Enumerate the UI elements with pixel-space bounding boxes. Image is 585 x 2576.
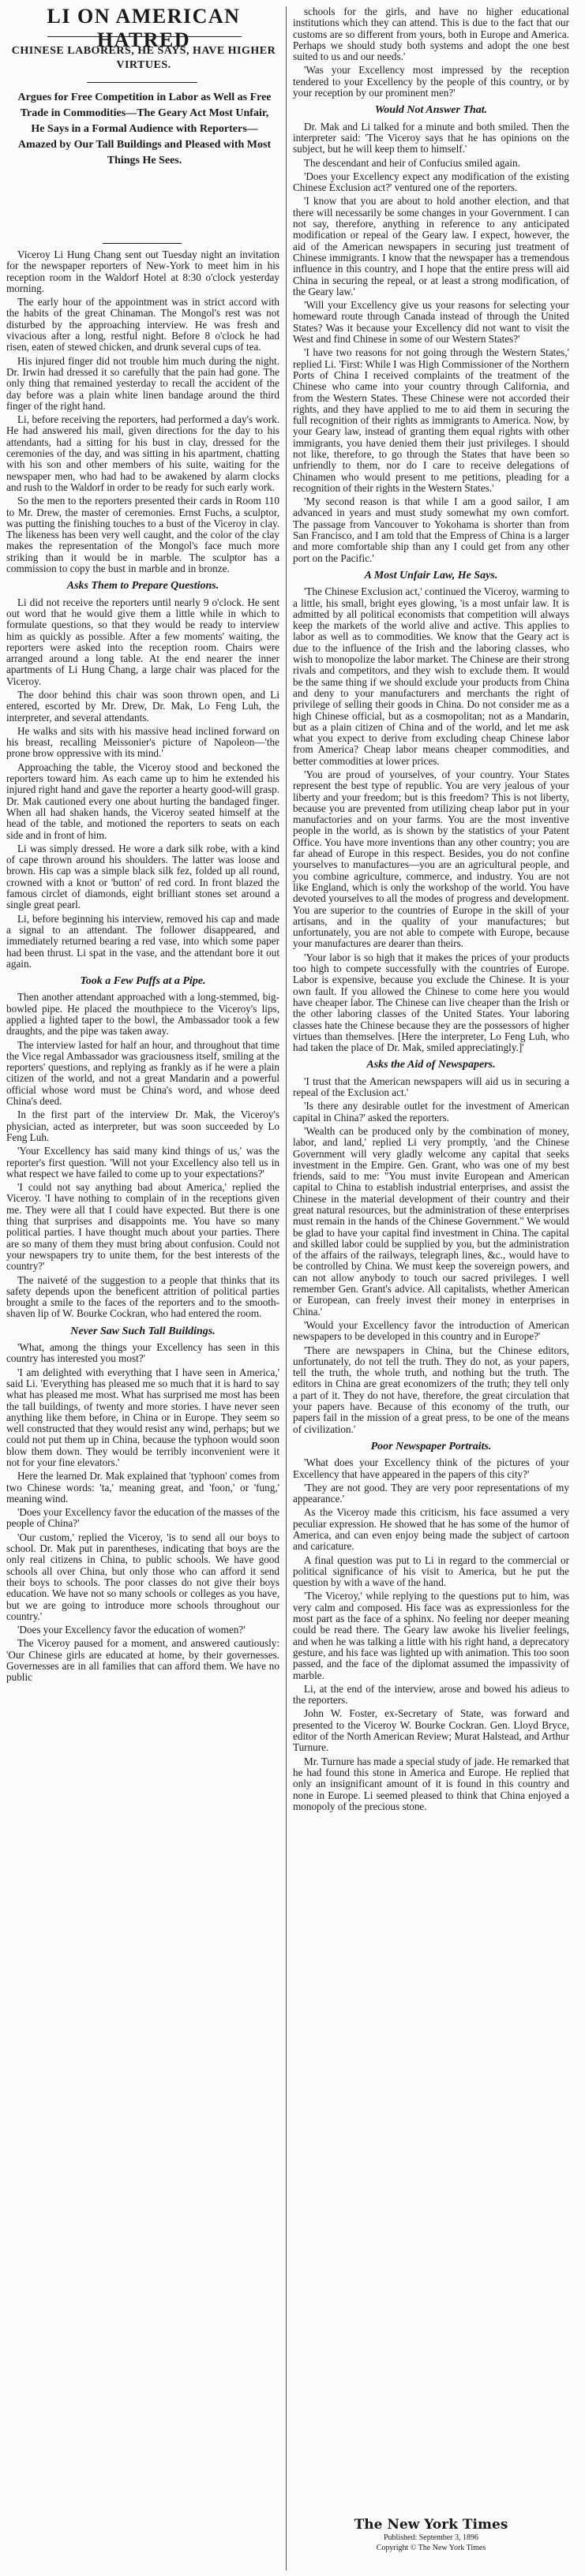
paragraph: 'There are newspapers in China, but the Chinese editors, unfortunately, do not tell the truth. They do not, as your papers, tell the truth, the whole truth, and nothing but the truth. The editors in China are great economizers of the truth; they tell only a part of it. They do not have, therefore, the great circulation that your papers have. Because of this economy of the truth, our papers fail in the mission of a great press, to be one of the means of civilization.' (293, 1344, 569, 1435)
paragraph: 'Does your Excellency favor the education of the masses of the people of China?' (6, 1506, 279, 1530)
paragraph: The naiveté of the suggestion to a people that thinks that its safety depends upon the beneficent attrition of political parties brought a smile to the faces of the reporters and to the smooth-shaven lip of W. Bourke Cockran, who had entered the room. (6, 1273, 279, 1320)
deck: Argues for Free Competition in Labor as Well as Free Trade in Commodities—The Geary Act Most Unfair, He Says in a Formal Audience with Reporters—Amazed by Our Tall Buildings and Pleased with Most Things He Sees. (17, 92, 272, 166)
paragraph: So the men to the reporters presented their cards in Room 110 to Mr. Drew, the master of ceremonies. Ernst Fuchs, a sculptor, was putting the finishing touches to a bust of the Viceroy in clay. The likeness has been very well caught, and the color of the clay makes the representation of the Mongol's face much more striking than it would be in marble. The sculptor has a commission to copy the bust in marble and in bronze. (6, 495, 279, 575)
paragraph: His injured finger did not trouble him much during the night. Dr. Irwin had dressed it so carefully that the pain had gone. The only thing that remained yesterday to recall the accident of the day before was a plain white linen bandage around the third finger of the right hand. (6, 354, 279, 412)
paragraph: 'I know that you are about to hold another election, and that there will necessarily be some changes in your Government. I can not say, therefore, anything in reference to any anticipated modification or repeal of the Geary law. I expect, however, the aid of the American newspapers in securing just treatment of Chinese immigrants. I know that the newspaper has a tremendous influence in this country, and I hope that the entire press will aid China in securing the repeal, or at least a strong modification, of the Geary law.' (293, 195, 569, 297)
section-heading: Asks Them to Prepare Questions. (66, 580, 219, 593)
paragraph: The descendant and heir of Confucius smiled again. (304, 156, 520, 169)
paragraph: schools for the girls, and have no higher educational institutions which they can attend. This is due to the fact that our customs are so different from yours, both in Europe and America. Perhaps we should study both systems and adopt the one best suited to us and our needs.' (293, 6, 569, 63)
column-left (6, 249, 279, 1686)
paragraph: Li was simply dressed. He wore a dark silk robe, with a kind of cape thrown around his shoulders. The latter was loose and brown. His cap was a simple black silk fez, folded up all round, crowned with a knot or 'button' of red cord. In front blazed the famous circlet of diamonds, eight brilliant stones set around a single great pearl. (6, 842, 279, 911)
section-heading: Would Not Answer That. (374, 104, 488, 117)
paragraph: 'Does your Excellency favor the education of women?' (17, 1624, 246, 1636)
column-right (293, 6, 569, 1815)
paragraph: The Viceroy paused for a moment, and answered cautiously: 'Our Chinese girls are educated at home, by their governesses. Governesses are in all families that can afford them. We have no public (6, 1637, 279, 1684)
column-divider (286, 6, 287, 2570)
paragraph: 'What does your Excellency think of the pictures of your Excellency that have appeared in the papers of this city?' (293, 1456, 569, 1480)
paragraph: 'The Chinese Exclusion act,' continued the Viceroy, warming to a little, his small, bright eyes glowing, 'is a most unfair law. It is admitted by all political economists that competition will always keep the markets of the world alive and active. This applies to labor as well as to commodities. We know that the Geary act is due to the influence of the Irish and the laboring classes, who wish to monopolize the labor market. The Chinese are their strong rivals and competitors, and they wish to exclude them. It would be the same thing if we should exclude your products from China and deny to your manufacturers and merchants the right of privilege of selling their goods in China. Do not consider me as a high Chinese official, but as a cosmopolitan; not as a Mandarin, but as a plain citizen of China and of the world, and let me ask what you expect to derive from excluding cheap Chinese labor from America? Cheap labor means cheaper commodities, and better commodities at lower prices. (293, 585, 569, 767)
paragraph: Here the learned Dr. Mak explained that 'typhoon' comes from two Chinese words: 'ta,' meaning great, and 'foon,' or 'fung,' meaning wind. (6, 1470, 279, 1505)
paragraph: The door behind this chair was soon thrown open, and Li entered, escorted by Mr. Drew, Dr. Mak, Lo Feng Luh, the interpreter, and several attendants. (6, 688, 279, 723)
rule-under-deck (103, 243, 182, 244)
paragraph: Approaching the table, the Viceroy stood and beckoned the reporters toward him. As each came up to him he extended his injured right hand and gave the reporter a hearty good-will grasp. Dr. Mak cautioned every one about hurting the bandaged finger. When all had shaken hands, the Viceroy seated himself at the head of the table, and motioned the reporters to seats on each side and in front of him. (6, 761, 279, 841)
publication-footer (293, 2517, 569, 2553)
section-heading: Asks the Aid of Newspapers. (366, 1059, 496, 1071)
headline: LI ON AMERICAN HATRED (47, 5, 241, 51)
paragraph: 'Would your Excellency favor the introduction of American newspapers to be developed in this country and in Europe?' (293, 1318, 569, 1343)
subheadline: CHINESE LABORERS, HE SAYS, HAVE HIGHER VIRTUES. (11, 45, 276, 71)
paragraph: 'I have two reasons for not going through the Western States,' replied Li. 'First: While I was High Commissioner of the Northern Ports of China I received complaints of the treatment of the Chinese who came into your country through California, and from the Western States. These Chinese were not accorded their rights, and they have applied to me to aid them in securing the full recognition of their rights as immigrants to America. Now, by your Geary law, instead of granting them equal rights with other immigrants, you have denied them their just privileges. I should not like, therefore, to go through the States that have been so unfriendly to them, nor do I care to receive delegations of Chinamen who would present to me petitions, pleading for a recognition of their rights in the Western States.' (293, 346, 569, 494)
paragraph: 'They are not good. They are very poor representations of my appearance.' (293, 1481, 569, 1505)
section-heading: Never Saw Such Tall Buildings. (70, 1325, 216, 1337)
paragraph: A final question was put to Li in regard to the commercial or political significance of his visit to America, but he put the question by with a wave of the hand. (293, 1553, 569, 1589)
paragraph: 'Does your Excellency expect any modification of the existing Chinese Exclusion act?' ventured one of the reporters. (293, 170, 569, 194)
paragraph: 'Was your Excellency most impressed by the reception tendered to your Excellency by the people of this country, or by your reception by our prominent men?' (293, 64, 569, 99)
paragraph: 'The Viceroy,' while replying to the questions put to him, was very calm and composed. His face was as expressionless for the most part as the face of a sphinx. No feeling nor deeper meaning could be read there. The Geary law awoke his livelier feelings, and when he was talking a little with his right hand, a deprecatory gesture, and his face was lighted up with animation. This too soon passed, and the face of the diplomat assumed the impassivity of marble. (293, 1590, 569, 1681)
paragraph: 'I trust that the American newspapers will aid us in securing a repeal of the Exclusion act.' (293, 1075, 569, 1099)
paragraph: 'Will your Excellency give us your reasons for selecting your homeward route through Canada instead of through the United States? Was it because your Excellency did not want to visit the West and find Chinese in some of our Western States?' (293, 299, 569, 346)
paragraph: Li did not receive the reporters until nearly 9 o'clock. He sent out word that he would give them a little while in which to formulate questions, so that they would be ready to interview him as quickly as possible. After a few moments' waiting, the reporters were asked into the reception room. Chairs were arranged around a long table. At the end nearer the inner apartments of Li Hung Chang, a large chair was placed for the Viceroy. (6, 596, 279, 687)
section-heading: Took a Few Puffs at a Pipe. (80, 975, 206, 988)
paragraph: 'Wealth can be produced only by the combination of money, labor, and land,' replied Li very promptly, 'and the Chinese Government will very gladly welcome any capital that seeks investment in the Empire. Gen. Grant, who was one of my best friends, said to me: "You must invite European and American capital to China to establish industrial enterprises, and assist the Chinese in the material development of their country and their great natural resources, but the administration of these enterprises must remain in the hands of the Chinese Government." We would be glad to have your capital find investment in China. The capital and skilled labor could be supplied by you, but the administration of the affairs of the railways, telegraph lines, &c., would have to be controlled by China. We must keep the sovereign powers, and can not allow anybody to touch our sacred privileges. I well remember Gen. Grant's advice. All capitalists, whether American or European, can freely invest their money in enterprises in China.' (293, 1124, 569, 1318)
paragraph: 'Your Excellency has said many kind things of us,' was the reporter's first question. 'Will not your Excellency also tell us in what respect we have failed to come up to your expectations?' (6, 1145, 279, 1180)
paragraph: John W. Foster, ex-Secretary of State, was forward and presented to the Viceroy W. Bourke Cockran. Gen. Lloyd Bryce, editor of the North American Review; Murat Halstead, and Arthur Turnure. (293, 1707, 569, 1754)
paragraph: Li, before beginning his interview, removed his cap and made a signal to an attendant. The follower disappeared, and immediately returned bearing a red vase, into which some paper had been thrust. Li spat in the vase, and the attendant bore it out again. (6, 912, 279, 970)
paragraph: Viceroy Li Hung Chang sent out Tuesday night an invitation for the newspaper reporters of New-York to meet him in his reception room in the Waldorf Hotel at 8:30 o'clock yesterday morning. (6, 249, 279, 294)
paragraph: 'My second reason is that while I am a good sailor, I am advanced in years and must study somewhat my own comfort. The passage from Vancouver to Yokohama is shorter than from San Francisco, and I am told that the Empress of China is a larger and more comfortable ship than any I could get from any other port on the Pacific.' (293, 495, 569, 564)
paragraph: 'Our custom,' replied the Viceroy, 'is to send all our boys to school. Dr. Mak put in parentheses, indicating that boys are the only real citizens in China, to public schools. We have good schools all over China, but only those who can afford it send their boys to schools. The poor classes do not give their boys education. We have not so many schools or colleges as you have, but we are going to introduce more schools throughout our country.' (6, 1531, 279, 1622)
paragraph: 'Your labor is so high that it makes the prices of your products too high to compete successfully with the countries of Europe. Labor is expensive, because you exclude the Chinese. It is your own fault. If you allowed the Chinese to come here you would have cheaper labor. The Chinese can live cheaper than the Irish or the other laboring classes of the United States. Your laboring classes hate the Chinese because they are the possessors of higher virtues than themselves. [Here the interpreter, Lo Feng Luh, who had taken the place of Dr. Mak, smiled appreciatingly.]' (293, 951, 569, 1054)
paragraph: The early hour of the appointment was in strict accord with the habits of the great Chinaman. The Mongol's rest was not disturbed by the approaching interview. He was fresh and vivacious after a long, restful night. Before 8 o'clock he had risen, eaten of stewed chicken, and drunk several cups of tea. (6, 296, 279, 353)
paragraph: Li, at the end of the interview, arose and bowed his adieus to the reporters. (293, 1682, 569, 1707)
paragraph: As the Viceroy made this criticism, his face assumed a very peculiar expression. He showed that he has some of the humor of America, and can even enjoy being made the subject of cartoon and caricature. (293, 1506, 569, 1553)
paragraph: 'You are proud of yourselves, of your country. Your States represent the best type of republic. You are very jealous of your liberty and your freedom; but is this freedom? This is not liberty, because you are prevented from utilizing cheap labor put in your manufactories and on your farms. You are the most inventive people in the world, as is shown by the statistics of your Patent Office. You have more inventions than any other country; you are far ahead of Europe in this respect. Besides, you do not confine yourselves to manufactures—you are an agricultural people, and you combine agriculture, commerce, and industry. You are not like England, which is only the workshop of the world. You have devoted yourselves to all the modes of progress and development. You are superior to the countries of Europe in the skill of your artisans, and in the quality of your manufactures; but unfortunately, you are not able to compete with Europe, because your manufactures are dearer than theirs. (293, 768, 569, 950)
paragraph: Then another attendant approached with a long-stemmed, big-bowled pipe. He placed the mouthpiece to the Viceroy's lips, applied a lighted taper to the bowl, the Ambassador took a few draughts, and the pipe was taken away. (6, 991, 279, 1038)
section-heading: Poor Newspaper Portraits. (370, 1440, 492, 1453)
paragraph: Mr. Turnure has made a special study of jade. He remarked that he had found this stone in America and Europe. He replied that only an insignificant amount of it is found in this country and none in Europe. Li seemed pleased to think that China enjoyed a monopoly of the precious stone. (293, 1755, 569, 1812)
paragraph: 'What, among the things your Excellency has seen in this country has interested you most?' (6, 1341, 279, 1365)
paragraph: He walks and sits with his massive head inclined forward on his breast, recalling Meissonier's picture of Napoleon—'the prone brow oppressive with its mind.' (6, 724, 279, 760)
paragraph: In the first part of the interview Dr. Mak, the Viceroy's physician, acted as interpreter, but was soon succeeded by Lo Feng Luh. (6, 1109, 279, 1143)
published-date: Published: September 3, 1896 (384, 2533, 478, 2542)
section-heading: A Most Unfair Law, He Says. (364, 569, 498, 581)
paragraph: 'I am delighted with everything that I have seen in America,' said Li. 'Everything has pleased me so much that it is hard to say what has pleased me most. What has surprised me most has been the tall buildings, of twenty and more stories. I have never seen anything like them before, in China or in Europe. They seem so well constructed that they would resist any wind, perhaps; but we could not put them up in China, because the typhoon would soon blow them down. They would be terribly inconvenient were it not for your fine elevators.' (6, 1366, 279, 1468)
paragraph: The interview lasted for half an hour, and throughout that time the Vice regal Ambassador was graciousness itself, smiling at the reporters' questions, and replying as frankly as if he were a plain citizen of the world, and not a great Mandarin and a powerful official whose word must be China's word, and whose deed China's deed. (6, 1038, 279, 1108)
newspaper-logo: The New York Times (354, 2517, 508, 2533)
rule-under-subheadline (87, 82, 197, 83)
paragraph: Li, before receiving the reporters, had performed a day's work. He had answered his mail, given directions for the day to his attendants, had a sitting for his bust in clay, dressed for the ceremonies of the day, and was sitting in his apartment, chatting with his son and other members of his suite, waiting for the newspaper men, who had had to be awakened by alarm clocks and rush to the Waldorf in order to be ready for such early work. (6, 413, 279, 493)
paragraph: Dr. Mak and Li talked for a minute and both smiled. Then the interpreter said: 'The Viceroy says that he has opinions on the subject, but he will keep them to himself.' (293, 120, 569, 155)
copyright-notice: Copyright © The New York Times (376, 2544, 486, 2552)
paragraph: 'I could not say anything bad about America,' replied the Viceroy. 'I have nothing to complain of in the receptions given me. They were all that I could have expected. But there is one thing that surprises and disappoints me. You have so many political parties. I have thought much about your parties. There are so many of them they must bring about confusion. Could not your newspapers try to unite them, for the best interests of the country?' (6, 1181, 279, 1273)
rule-under-headline (47, 36, 242, 37)
paragraph: 'Is there any desirable outlet for the investment of American capital in China?' asked the reporters. (293, 1100, 569, 1123)
